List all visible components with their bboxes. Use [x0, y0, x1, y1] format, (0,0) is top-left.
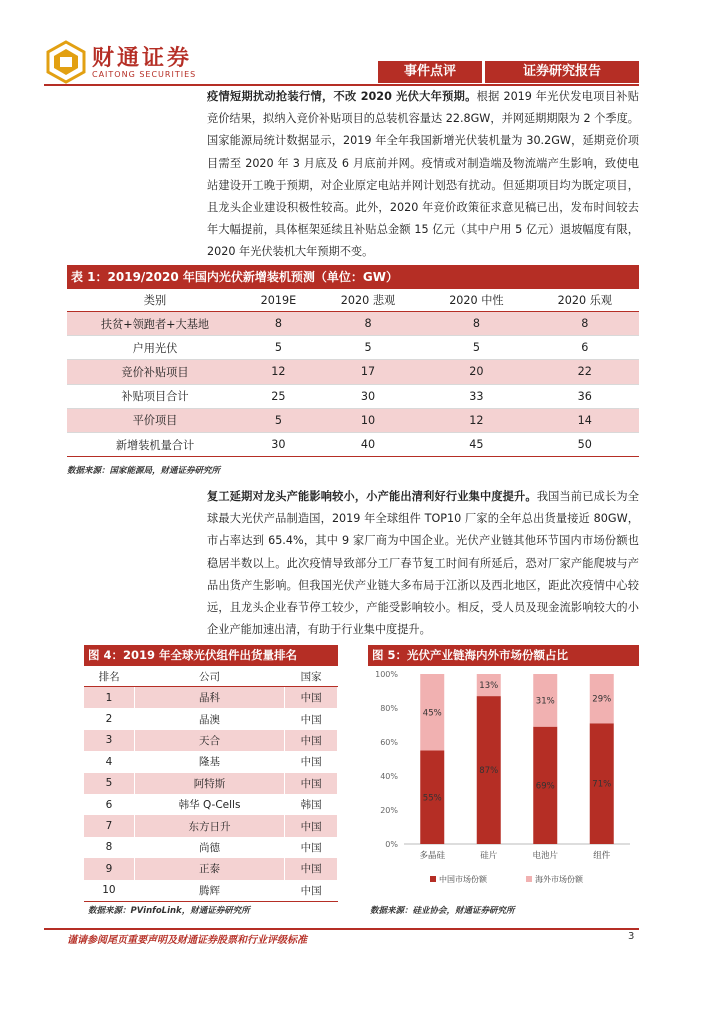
column-header: 2020 乐观 — [531, 289, 639, 312]
table-cell: 22 — [531, 360, 639, 384]
legend-label: 中国市场份额 — [439, 875, 487, 884]
paragraph-body: 我国当前已成长为全球最大光伏产品制造国，2019 年全球组件 TOP10 厂家的全年总出货量接近 80GW，市占率达到 65.4%，其中 9 家厂商为中国企业。光伏产业链其他环节国内市场份额也稳居半数以上。此次疫情导致部分工厂春节复工时间有所延后，恐对厂家产能爬坡与产品出货产生影响。但我国光伏产业链大多布局于江浙以及西北地区，距此次疫情中心较远，且龙头企业春节停工较少，产能受影响较小。相反，受人员及现金流影响较大的小企业产能加速出清，有助于行业集中度提升。 — [207, 490, 639, 637]
data-label: 69% — [535, 781, 555, 792]
fig5-title: 图 5：光伏产业链海内外市场份额占比 — [368, 645, 639, 666]
disclaimer-note: 谨请参阅尾页重要声明及财通证券股票和行业评级标准 — [67, 935, 307, 946]
table-cell: 竞价补贴项目 — [67, 360, 243, 384]
table-cell: 25 — [243, 384, 314, 408]
table-cell: 7 — [84, 815, 134, 836]
table-cell: 新增装机量合计 — [67, 432, 243, 456]
table-cell: 4 — [84, 751, 134, 772]
table-cell: 腾辉 — [134, 880, 284, 902]
data-label: 31% — [535, 696, 555, 707]
table-cell: 33 — [422, 384, 530, 408]
data-label: 87% — [479, 766, 499, 777]
table-row — [84, 730, 338, 751]
table-cell: 隆基 — [134, 751, 284, 772]
table-row — [67, 336, 639, 360]
table-cell: 5 — [243, 408, 314, 432]
table-cell: 5 — [84, 773, 134, 794]
table-header-row — [84, 666, 338, 687]
table-cell: 5 — [314, 336, 422, 360]
table-row — [67, 408, 639, 432]
y-tick-label: 40% — [380, 772, 398, 781]
table-cell: 10 — [84, 880, 134, 902]
table-cell: 10 — [314, 408, 422, 432]
table-cell: 中国 — [285, 815, 338, 836]
y-tick-label: 100% — [375, 670, 398, 679]
table-row — [67, 432, 639, 456]
caitong-logo-icon — [44, 40, 88, 84]
table-cell: 户用光伏 — [67, 336, 243, 360]
data-label: 13% — [479, 681, 499, 692]
y-tick-label: 20% — [380, 806, 398, 815]
fig4-title: 图 4：2019 年全球光伏组件出货量排名 — [84, 645, 338, 666]
x-category-label: 硅片 — [480, 851, 498, 861]
table-cell: 正泰 — [134, 858, 284, 879]
table-cell: 补贴项目合计 — [67, 384, 243, 408]
table-row — [84, 858, 338, 879]
brand-name-cn: 财通证券 — [92, 45, 193, 71]
table-row — [84, 687, 338, 709]
table-row — [84, 837, 338, 858]
table-cell: 中国 — [285, 687, 338, 709]
table-row — [84, 880, 338, 902]
table-cell: 东方日升 — [134, 815, 284, 836]
table-cell: 12 — [243, 360, 314, 384]
table-row — [67, 312, 639, 336]
table-cell: 1 — [84, 687, 134, 709]
table-cell: 平价项目 — [67, 408, 243, 432]
table-cell: 20 — [422, 360, 530, 384]
table-cell: 中国 — [285, 837, 338, 858]
x-category-label: 电池片 — [532, 851, 559, 861]
data-label: 55% — [422, 793, 442, 804]
table-cell: 36 — [531, 384, 639, 408]
report-type-tab: 事件点评 — [378, 61, 482, 83]
market-share-chart — [368, 666, 639, 896]
table-header-row — [67, 289, 639, 312]
table-cell: 12 — [422, 408, 530, 432]
table-cell: 中国 — [285, 708, 338, 729]
table-cell: 3 — [84, 730, 134, 751]
table1-source: 数据来源：国家能源局，财通证券研究所 — [67, 466, 221, 476]
fig5-source: 数据来源：硅业协会，财通证券研究所 — [370, 906, 515, 916]
table-cell: 45 — [422, 432, 530, 456]
page-number: 3 — [628, 931, 635, 942]
y-tick-label: 80% — [380, 704, 398, 713]
table-cell: 扶贫+领跑者+大基地 — [67, 312, 243, 336]
column-header: 国家 — [285, 666, 338, 687]
column-header: 2020 中性 — [422, 289, 530, 312]
table-cell: 中国 — [285, 730, 338, 751]
table-row — [84, 708, 338, 729]
table-row — [67, 384, 639, 408]
table-cell: 8 — [314, 312, 422, 336]
y-tick-label: 0% — [385, 840, 398, 849]
table-cell: 14 — [531, 408, 639, 432]
installation-forecast-table — [67, 289, 639, 457]
data-label: 45% — [422, 708, 442, 719]
table-cell: 中国 — [285, 858, 338, 879]
table-row — [84, 794, 338, 815]
column-header: 2020 悲观 — [314, 289, 422, 312]
column-header: 公司 — [134, 666, 284, 687]
data-label: 29% — [592, 694, 612, 705]
table-row — [84, 751, 338, 772]
column-header: 2019E — [243, 289, 314, 312]
table-cell: 5 — [243, 336, 314, 360]
y-tick-label: 60% — [380, 738, 398, 747]
table-cell: 天合 — [134, 730, 284, 751]
table-row — [84, 773, 338, 794]
table-cell: 晶澳 — [134, 708, 284, 729]
footer-divider — [44, 928, 639, 930]
table-cell: 阿特斯 — [134, 773, 284, 794]
table-cell: 17 — [314, 360, 422, 384]
report-header — [0, 0, 724, 86]
paragraph-body: 根据 2019 年光伏发电项目补贴竞价结果，拟纳入竞价补贴项目的总装机容量达 22.8GW，并网延期期限为 2 个季度。国家能源局统计数据显示，2019 年全年我国新增光伏装机量为 30.2GW，延期竞价项目需至 2020 年 3 月底及 6 月底前并网。疫情或对制造端及物流端产生影响，致使电站建设开工晚于预期，对企业原定电站并网计划恐有扰动。但延期项目均为既定项目，且龙头企业建设积极性较高。此外，2020 年竞价政策征求意见稿已出，发布时间较去年大幅提前，具体框架延续且补贴总金额 15 亿元（其中户用 5 亿元）退坡幅度有限，2020 年光伏装机大年预期不变。 — [207, 90, 639, 259]
data-label: 71% — [592, 779, 612, 790]
table-cell: 8 — [531, 312, 639, 336]
table-cell: 尚德 — [134, 837, 284, 858]
table-cell: 6 — [531, 336, 639, 360]
table-cell: 8 — [84, 837, 134, 858]
table-row — [84, 815, 338, 836]
paragraph-installation-outlook — [207, 86, 639, 264]
table-cell: 中国 — [285, 773, 338, 794]
table-cell: 6 — [84, 794, 134, 815]
table-cell: 中国 — [285, 751, 338, 772]
paragraph-industry-concentration — [207, 486, 639, 641]
table-cell: 2 — [84, 708, 134, 729]
table-cell: 5 — [422, 336, 530, 360]
table-cell: 8 — [422, 312, 530, 336]
module-shipment-ranking-table — [84, 666, 338, 902]
x-category-label: 组件 — [593, 851, 611, 861]
legend-swatch — [430, 876, 436, 882]
table-cell: 晶科 — [134, 687, 284, 709]
table-cell: 韩国 — [285, 794, 338, 815]
table-cell: 9 — [84, 858, 134, 879]
column-header: 排名 — [84, 666, 134, 687]
paragraph-lead: 疫情短期扰动抢装行情，不改 2020 光伏大年预期。 — [207, 90, 477, 103]
legend-swatch — [526, 876, 532, 882]
brand-name-en: CAITONG SECURITIES — [92, 70, 197, 79]
legend-label: 海外市场份额 — [535, 875, 583, 884]
table-cell: 中国 — [285, 880, 338, 902]
table-row — [67, 360, 639, 384]
table-cell: 8 — [243, 312, 314, 336]
table-cell: 韩华 Q-Cells — [134, 794, 284, 815]
table-cell: 50 — [531, 432, 639, 456]
table-cell: 30 — [314, 384, 422, 408]
table1-title: 表 1：2019/2020 年国内光伏新增装机预测（单位：GW） — [67, 265, 639, 289]
x-category-label: 多晶硅 — [419, 851, 446, 861]
paragraph-lead: 复工延期对龙头产能影响较小，小产能出清利好行业集中度提升。 — [207, 490, 537, 503]
column-header: 类别 — [67, 289, 243, 312]
table-cell: 30 — [243, 432, 314, 456]
report-category-tab: 证券研究报告 — [485, 61, 639, 83]
fig4-source: 数据来源：PVinfoLink，财通证券研究所 — [88, 906, 250, 916]
table-cell: 40 — [314, 432, 422, 456]
